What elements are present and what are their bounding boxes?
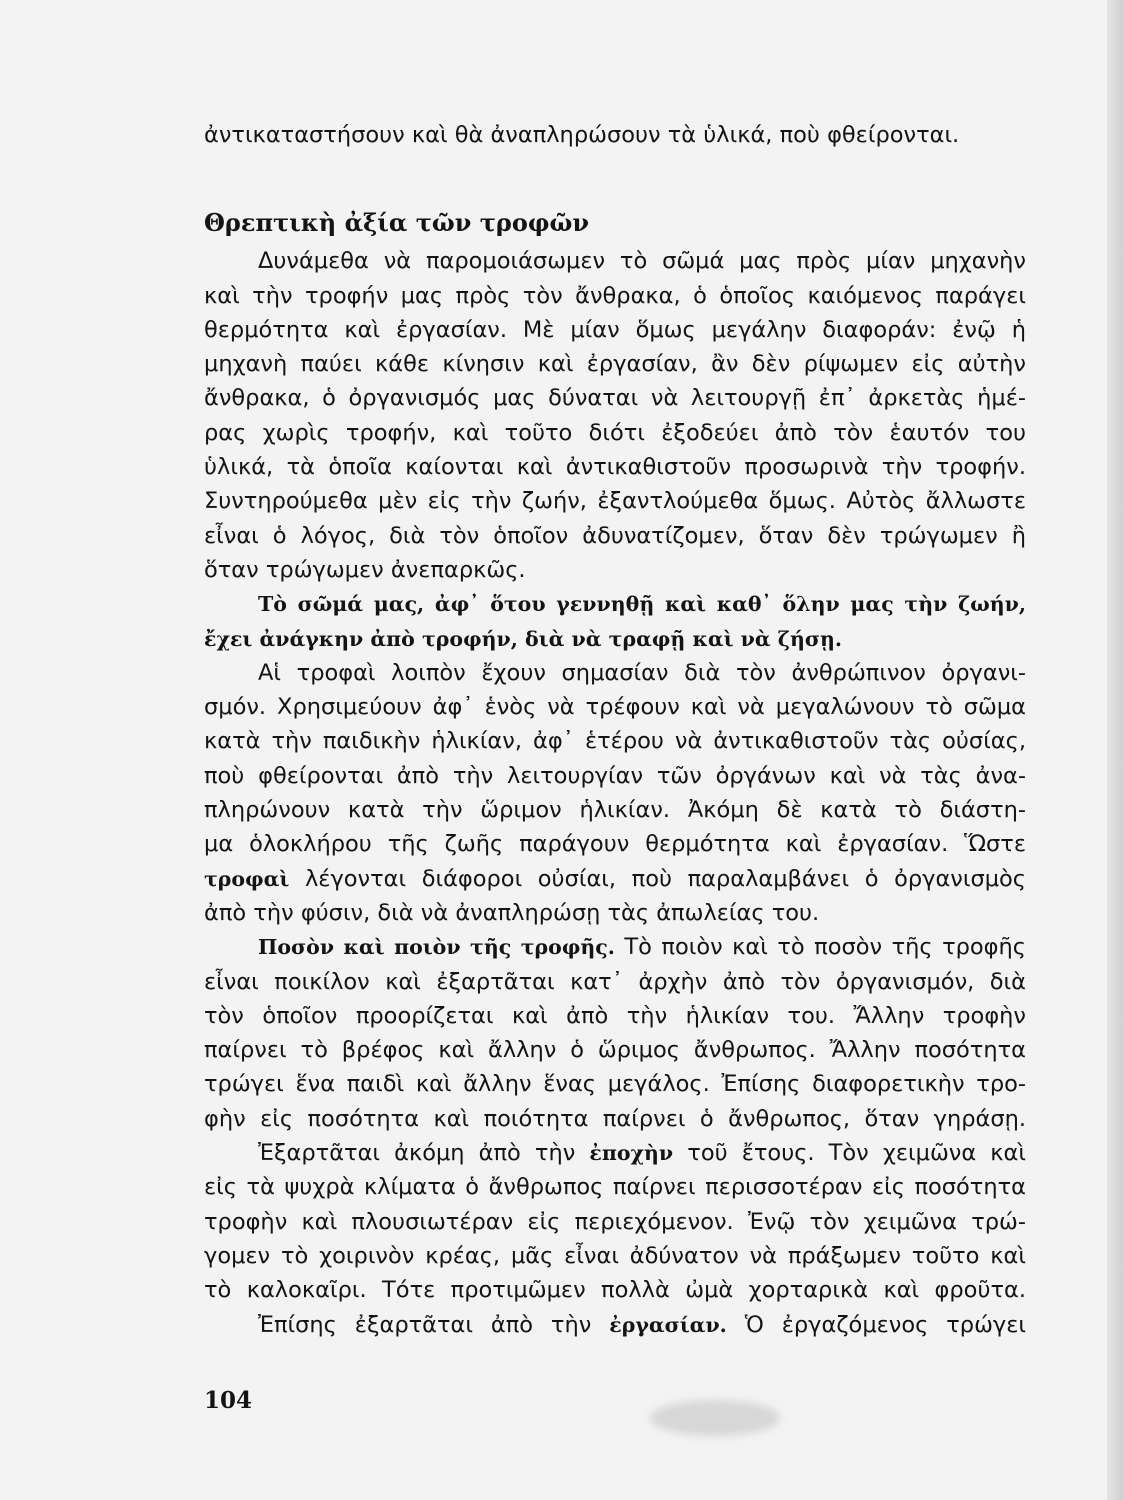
bold-term: ἐργασίαν. bbox=[609, 1312, 727, 1337]
print-smudge bbox=[650, 1400, 780, 1436]
text-line: τροφὴν καὶ πλουσιωτέραν εἰς περιεχόμενον. Ἐνῷ τὸν χειμῶνα τρώ- bbox=[204, 1208, 1026, 1235]
emphasis-line: Τὸ σῶμά μας, ἀφ᾿ ὅτου γεννηθῇ καὶ καθ᾿ ὅλην μας τὴν ζωήν, bbox=[258, 592, 1026, 617]
text-run: τοῦ ἔτους. Τὸν χειμῶνα καὶ bbox=[687, 1140, 1026, 1167]
text-line: ἄνθρακα, ὁ ὀργανισμός μας δύναται νὰ λειτουργῇ ἐπ᾿ ἀρκετὰς ἡμέ- bbox=[204, 385, 1026, 412]
text-run: Ὁ ἐργαζόμενος τρώγει bbox=[744, 1311, 1026, 1338]
text-line: φὴν εἰς ποσότητα καὶ ποιότητα παίρνει ὁ ἄνθρωπος, ὅταν γηράσῃ. bbox=[204, 1105, 1026, 1132]
text-run: λέγονται διάφοροι οὐσίαι, ποὺ παραλαμβάνει ὁ ὀργανισμὸς bbox=[304, 865, 1026, 892]
text-line bbox=[204, 1308, 1026, 1342]
page-number: 104 bbox=[204, 1387, 253, 1414]
text-line: πληρώνουν κατὰ τὴν ὥριμον ἡλικίαν. Ἀκόμη δὲ κατὰ τὸ διάστη- bbox=[204, 797, 1026, 824]
text-run: Ἐξαρτᾶται ἀκόμη ἀπὸ τὴν bbox=[258, 1140, 576, 1167]
text-line: σμόν. Χρησιμεύουν ἀφ᾿ ἑνὸς νὰ τρέφουν καὶ νὰ μεγαλώνουν τὸ σῶμα bbox=[204, 694, 1026, 721]
bold-term: Ποσὸν καὶ ποιὸν τῆς τροφῆς. bbox=[258, 935, 615, 960]
body-text bbox=[204, 118, 1026, 1342]
section-heading: Θρεπτικὴ ἀξία τῶν τροφῶν bbox=[204, 208, 590, 238]
text-line: τρώγει ἕνα παιδὶ καὶ ἄλλην ἕνας μεγάλος. Ἐπίσης διαφορετικὴν τρο- bbox=[204, 1071, 1026, 1098]
text-line: τὸ καλοκαῖρι. Τότε προτιμῶμεν πολλὰ ὠμὰ χορταρικὰ καὶ φροῦτα. bbox=[204, 1277, 1026, 1304]
text-line: ἀντικαταστήσουν καὶ θὰ ἀναπληρώσουν τὰ ὑλικά, ποὺ φθείρονται. bbox=[204, 122, 960, 148]
text-line: Αἱ τροφαὶ λοιπὸν ἔχουν σημασίαν διὰ τὸν ἀνθρώπινον ὀργανι- bbox=[258, 659, 1026, 686]
text-run: Τὸ ποιὸν καὶ τὸ ποσὸν τῆς τροφῆς bbox=[624, 934, 1026, 961]
text-line: εἶναι ὁ λόγος, διὰ τὸν ὁποῖον ἀδυνατίζομεν, ὅταν δὲν τρώγωμεν ἢ bbox=[204, 522, 1026, 549]
text-line: καὶ τὴν τροφήν μας πρὸς τὸν ἄνθρακα, ὁ ὁποῖος καιόμενος παράγει bbox=[204, 282, 1026, 309]
text-line: παίρνει τὸ βρέφος καὶ ἄλλην ὁ ὥριμος ἄνθρωπος. Ἄλλην ποσότητα bbox=[204, 1037, 1026, 1064]
text-line: θερμότητα καὶ ἐργασίαν. Μὲ μίαν ὅμως μεγάλην διαφοράν: ἐνῷ ἡ bbox=[204, 316, 1026, 343]
text-run: Ἐπίσης ἐξαρτᾶται ἀπὸ τὴν bbox=[258, 1311, 592, 1338]
text-line: μα ὁλοκλήρου τῆς ζωῆς παράγουν θερμότητα καὶ ἐργασίαν. Ὥστε bbox=[204, 831, 1026, 858]
text-line: Δυνάμεθα νὰ παρομοιάσωμεν τὸ σῶμά μας πρὸς μίαν μηχανὴν bbox=[258, 248, 1026, 275]
text-line: εἶναι ποικίλον καὶ ἐξαρτᾶται κατ᾿ ἀρχὴν ἀπὸ τὸν ὀργανισμόν, διὰ bbox=[204, 968, 1026, 995]
text-line: γομεν τὸ χοιρινὸν κρέας, μᾶς εἶναι ἀδύνατον νὰ πράξωμεν τοῦτο καὶ bbox=[204, 1242, 1026, 1269]
text-line: κατὰ τὴν παιδικὴν ἡλικίαν, ἀφ᾿ ἑτέρου νὰ ἀντικαθιστοῦν τὰς οὐσίας, bbox=[204, 728, 1026, 755]
text-line: μηχανὴ παύει κάθε κίνησιν καὶ ἐργασίαν, ἂν δὲν ρίψωμεν εἰς αὐτὴν bbox=[204, 351, 1026, 378]
text-line bbox=[204, 1136, 1026, 1170]
page-edge bbox=[1107, 0, 1123, 1500]
text-line: τὸν ὁποῖον προορίζεται καὶ ἀπὸ τὴν ἡλικίαν του. Ἄλλην τροφὴν bbox=[204, 1002, 1026, 1029]
text-line: ὑλικά, τὰ ὁποῖα καίονται καὶ ἀντικαθιστοῦν προσωρινὰ τὴν τροφήν. bbox=[204, 454, 1026, 481]
text-line: ποὺ φθείρονται ἀπὸ τὴν λειτουργίαν τῶν ὀργάνων καὶ νὰ τὰς ἀνα- bbox=[204, 762, 1026, 789]
bold-term: ἐποχὴν bbox=[589, 1141, 674, 1166]
text-line: ἀπὸ τὴν φύσιν, διὰ νὰ ἀναπληρώσῃ τὰς ἀπωλείας του. bbox=[204, 899, 820, 926]
text-line: ὅταν τρώγωμεν ἀνεπαρκῶς. bbox=[204, 556, 526, 583]
spacer bbox=[204, 152, 1026, 202]
text-line: Συντηρούμεθα μὲν εἰς τὴν ζωήν, ἐξαντλούμεθα ὅμως. Αὐτὸς ἄλλωστε bbox=[204, 488, 1026, 515]
text-line bbox=[204, 862, 1026, 896]
text-line: εἰς τὰ ψυχρὰ κλίματα ὁ ἄνθρωπος παίρνει περισσοτέραν εἰς ποσότητα bbox=[204, 1174, 1026, 1201]
text-line bbox=[204, 930, 1026, 964]
bold-term: τροφαὶ bbox=[204, 866, 290, 891]
text-line: ρας χωρὶς τροφήν, καὶ τοῦτο διότι ἐξοδεύει ἀπὸ τὸν ἑαυτόν του bbox=[204, 419, 1026, 446]
emphasis-line: ἔχει ἀνάγκην ἀπὸ τροφήν, διὰ νὰ τραφῇ καὶ νὰ ζήσῃ. bbox=[204, 626, 843, 651]
